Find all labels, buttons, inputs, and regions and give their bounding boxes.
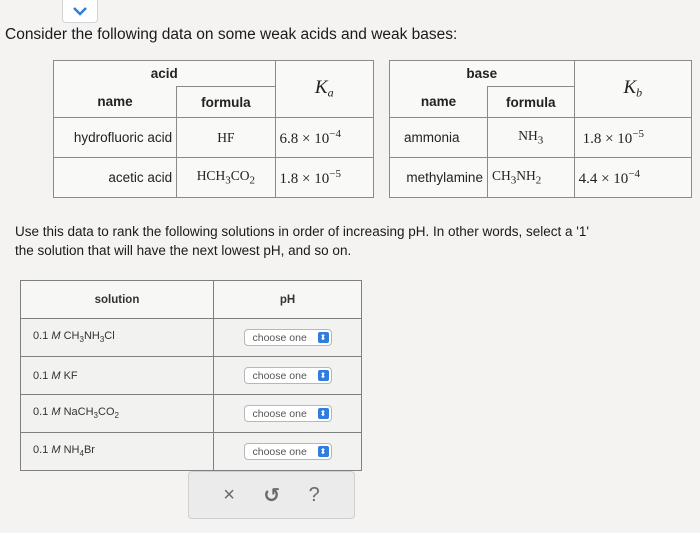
solution-label: 0.1 M $NH_4Br$ [21,433,214,471]
help-icon[interactable]: ? [308,483,320,506]
acid-name-header: name [54,87,177,118]
base-formula: $CH_3NH_2$ [487,158,574,198]
acid-table-title: acid [54,61,276,87]
base-name-header: name [390,87,488,118]
solution-row [21,433,362,471]
acid-name: hydrofluoric acid [54,118,177,158]
base-formula: $NH_3$ [487,118,574,158]
base-kb: $4.4 \times 10^{-4}$ [574,158,691,198]
base-row-ammonia [390,118,692,158]
base-formula-header: formula [487,87,574,118]
select-arrows-icon: ⬍ [318,446,329,457]
acid-row-acetic [54,158,374,198]
solution-row [21,319,362,357]
ph-rank-select[interactable]: choose one ⬍ [244,405,332,422]
ph-header: pH [214,281,362,319]
base-row-methylamine [390,158,692,198]
question-prompt: Consider the following data on some weak acids and weak bases: [5,26,458,43]
base-name: ammonia [390,118,488,158]
solution-label: 0.1 M KF [21,357,214,395]
acid-ka: $6.8 \times 10^{-4}$ [275,118,373,158]
clear-icon[interactable]: × [223,483,235,506]
solution-row [21,357,362,395]
acid-formula-header: formula [177,87,275,118]
instructions-line-1: Use this data to rank the following solutions in order of increasing pH. In other words, select a '1' [15,224,589,239]
acid-formula: HF [177,118,275,158]
undo-icon[interactable]: ↺ [263,484,281,507]
ph-rank-select[interactable]: choose one ⬍ [244,329,332,346]
ka-header: $K_a$ [275,61,373,118]
acid-ka: $1.8 \times 10^{-5}$ [275,158,373,198]
solution-label: 0.1 M $NaCH_3CO_2$ [21,395,214,433]
solution-row [21,395,362,433]
select-arrows-icon: ⬍ [318,332,329,343]
acid-formula: $HCH_3CO_2$ [177,158,275,198]
answer-toolbar [188,471,355,519]
kb-header: $K_b$ [574,61,691,118]
ranking-table [20,280,362,471]
base-name: methylamine [390,158,488,198]
ph-rank-select[interactable]: choose one ⬍ [244,443,332,460]
collapse-toggle-button[interactable] [62,0,98,23]
solution-header: solution [21,281,214,319]
instructions-line-2: the solution that will have the next lowest pH, and so on. [15,243,352,258]
solution-label: 0.1 M $CH_3NH_3Cl$ [21,319,214,357]
select-arrows-icon: ⬍ [318,408,329,419]
base-table-title: base [390,61,575,87]
acid-table [53,60,374,198]
select-arrows-icon: ⬍ [318,370,329,381]
ph-rank-select[interactable]: choose one ⬍ [244,367,332,384]
base-kb: $1.8 \times 10^{-5}$ [574,118,691,158]
instructions [15,222,695,260]
base-table [389,60,692,198]
acid-name: acetic acid [54,158,177,198]
chevron-down-icon [72,6,88,16]
acid-row-hf [54,118,374,158]
